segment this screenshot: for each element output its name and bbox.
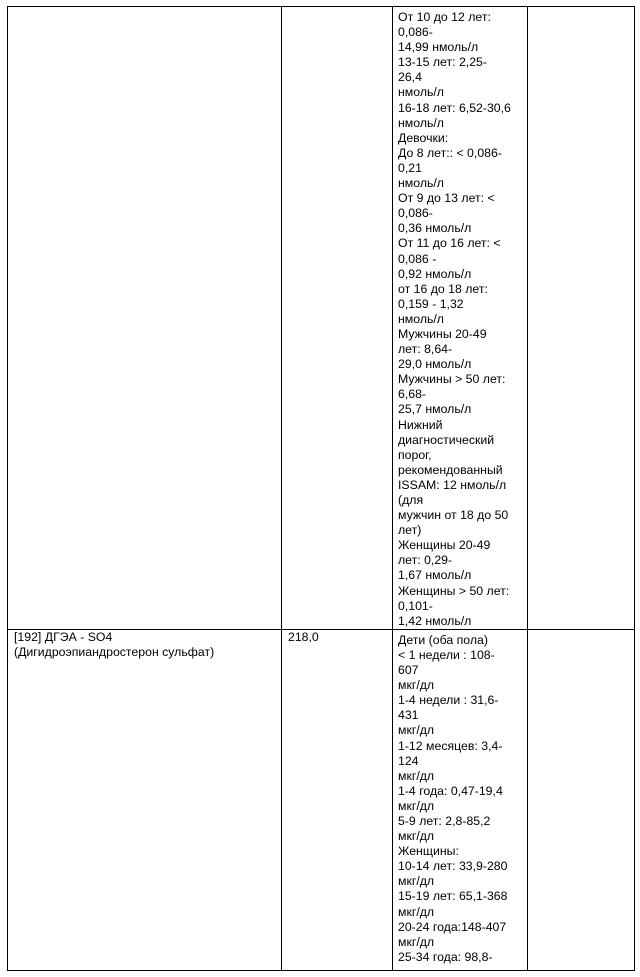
- notes-cell: [528, 629, 635, 970]
- table-row: [8, 629, 635, 970]
- reference-range-cell: [393, 7, 528, 630]
- test-name-cell: [8, 629, 282, 970]
- notes-cell: [528, 7, 635, 630]
- lab-results-table: [7, 6, 635, 971]
- test-name-text: [192] ДГЭА - SO4 (Дигидроэпиандростерон сульфат): [14, 629, 215, 659]
- reference-range-text: Дети (оба пола) < 1 недели : 108- 607 мкг/дл 1-4 недели : 31,6- 431 мкг/дл 1-12 месяцев: 3,4- 124 мкг/дл 1-4 года: 0,47-19,4 мкг/дл 5-9 лет: 2,8-85,2 мкг/дл Женщины: 10-14 лет: 33,9-280 мкг/дл 15-19 лет: 65,1-368 мкг/дл 20-24 года:148-407 мкг/дл 25-34 года: 98,8-: [398, 632, 508, 964]
- table-row: [8, 7, 635, 630]
- test-name-cell: [8, 7, 282, 630]
- result-value: 218,0: [288, 629, 319, 644]
- result-cell: [282, 629, 393, 970]
- reference-range-text: От 10 до 12 лет: 0,086- 14,99 нмоль/л 13-15 лет: 2,25- 26,4 нмоль/л 16-18 лет: 6,52-30,6 нмоль/л Девочки: До 8 лет:: < 0,086- 0,21 нмоль/л От 9 до 13 лет: < 0,086- 0,36 нмоль/л От 11 до 16 лет: < 0,086 - 0,92 нмоль/л от 16 до 18 лет: 0,159 - 1,32 нмоль/л Мужчины 20-49 лет: 8,64- 29,0 нмоль/л Мужчины > 50 лет: 6,68- 25,7 нмоль/л Нижний диагностический порог, рекомендованный ISSAM: 12 нмоль/л (для мужчин от 18 до 50 лет) Женщины 20-49 лет: 0,29- 1,67 нмоль/л Женщины > 50 лет: 0,101- 1,42 нмоль/л: [398, 10, 511, 628]
- result-cell: [282, 7, 393, 630]
- reference-range-cell: [393, 629, 528, 970]
